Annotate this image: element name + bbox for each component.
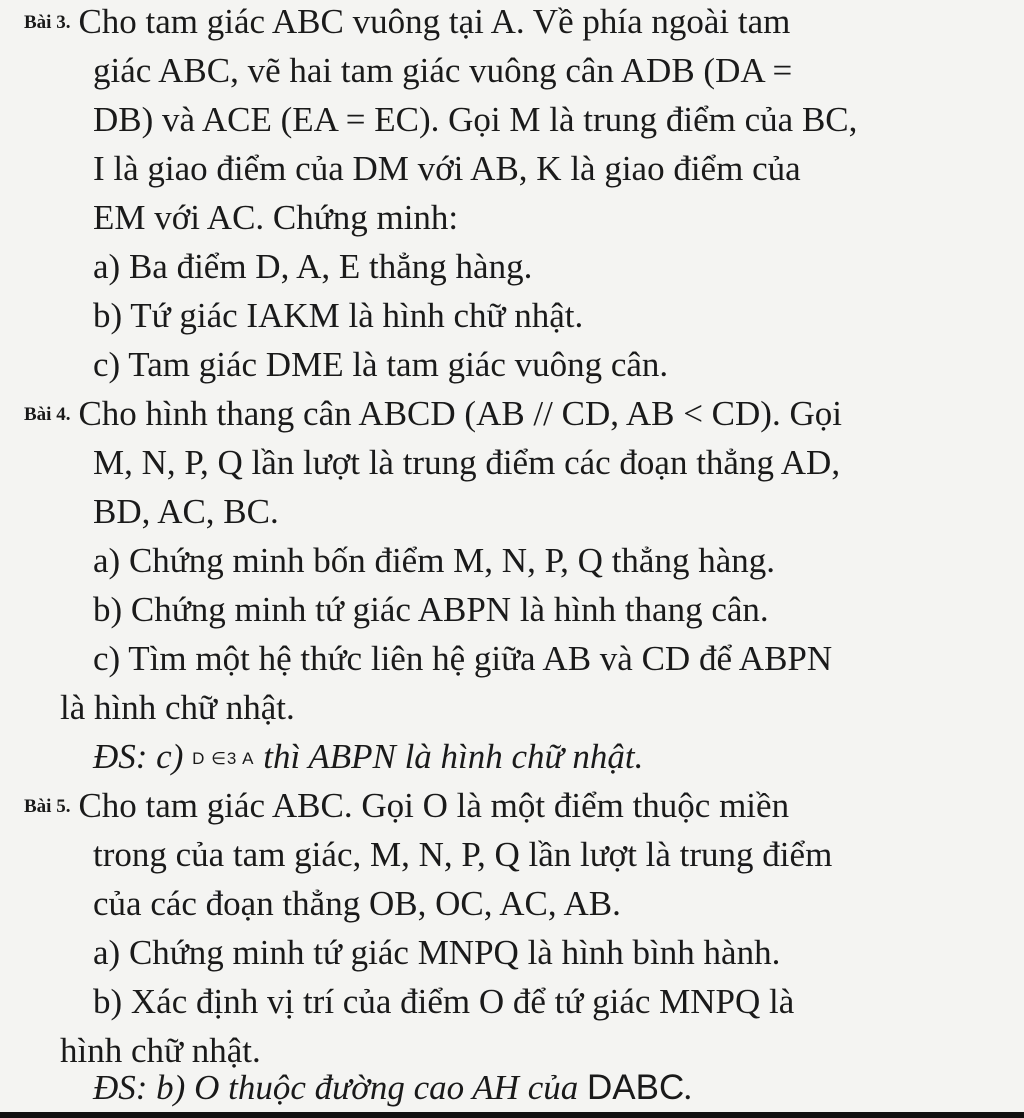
bai3-line-2: giác ABC, vẽ hai tam giác vuông cân ADB (DA = (93, 51, 793, 90)
bottom-border (0, 1112, 1024, 1118)
bai5-part-a: a) Chứng minh tứ giác MNPQ là hình bình hành. (93, 933, 781, 972)
bai4-line-2: M, N, P, Q lần lượt là trung điểm các đoạn thẳng AD, (93, 443, 841, 482)
bai3-line-1 (24, 2, 790, 43)
bai3-line-5: EM với AC. Chứng minh: (93, 198, 459, 237)
bai5-answer-suffix: . (684, 1068, 693, 1107)
bai4-part-c-2: là hình chữ nhật. (60, 688, 295, 727)
bai4-answer-garbled: D ∈3 A (192, 749, 255, 768)
bai5-line-3: của các đoạn thẳng OB, OC, AC, AB. (93, 884, 621, 923)
bai4-answer (93, 737, 643, 779)
bai3-label: Bài 3. (24, 12, 71, 33)
bai5-part-b-1: b) Xác định vị trí của điểm O để tứ giác MNPQ là (93, 982, 795, 1021)
bai4-answer-prefix: ĐS: c) (93, 737, 193, 776)
bai3-part-b: b) Tứ giác IAKM là hình chữ nhật. (93, 296, 584, 335)
bai4-part-a: a) Chứng minh bốn điểm M, N, P, Q thẳng hàng. (93, 541, 775, 580)
bai4-line-3: BD, AC, BC. (93, 492, 279, 531)
bai5-answer-triangle: DABC (586, 1068, 685, 1107)
bai5-text-1: Cho tam giác ABC. Gọi O là một điểm thuộc miền (78, 786, 790, 825)
bai5-answer-prefix: ĐS: b) O thuộc đường cao AH của (93, 1068, 587, 1107)
bai5-line-2: trong của tam giác, M, N, P, Q lần lượt là trung điểm (93, 835, 833, 874)
bai4-part-c-1: c) Tìm một hệ thức liên hệ giữa AB và CD để ABPN (93, 639, 833, 678)
bai3-line-3: DB) và ACE (EA = EC). Gọi M là trung điểm của BC, (93, 100, 858, 139)
bai5-answer (93, 1068, 693, 1108)
bai5-label: Bài 5. (24, 796, 71, 817)
bai4-text-1: Cho hình thang cân ABCD (AB // CD, AB < CD). Gọi (78, 394, 842, 433)
bai3-line-4: I là giao điểm của DM với AB, K là giao điểm của (93, 149, 801, 188)
bai4-part-b: b) Chứng minh tứ giác ABPN là hình thang cân. (93, 590, 769, 629)
bai4-label: Bài 4. (24, 404, 71, 425)
bai3-part-a: a) Ba điểm D, A, E thẳng hàng. (93, 247, 533, 286)
bai4-answer-suffix: thì ABPN là hình chữ nhật. (254, 737, 644, 776)
bai5-line-1 (24, 786, 789, 827)
bai5-part-b-2: hình chữ nhật. (60, 1031, 261, 1070)
bai3-part-c: c) Tam giác DME là tam giác vuông cân. (93, 345, 669, 384)
bai4-line-1 (24, 394, 842, 435)
bai3-text-1: Cho tam giác ABC vuông tại A. Về phía ngoài tam (78, 2, 791, 41)
